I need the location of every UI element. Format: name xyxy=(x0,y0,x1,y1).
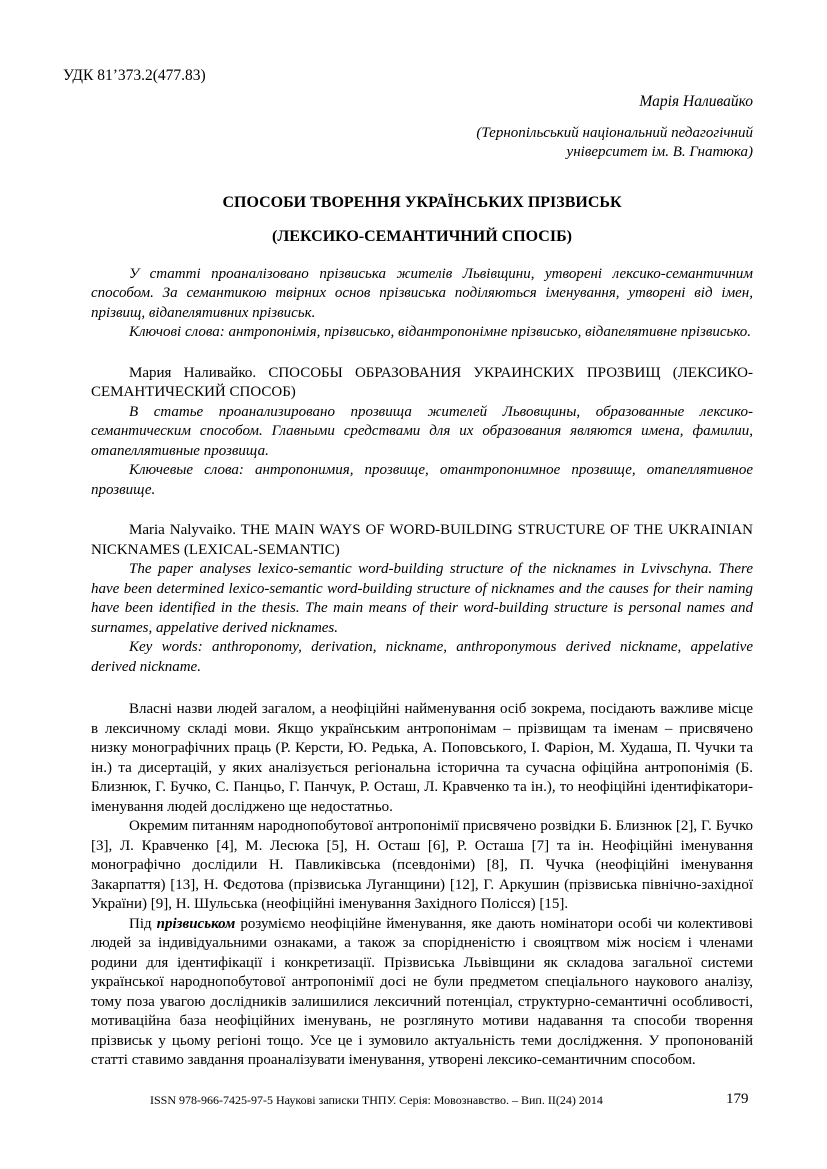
affiliation-line-2: університет ім. В. Гнатюка) xyxy=(566,144,753,160)
abstract-en-text: The paper analyses lexico-semantic word-building structure of the nicknames in Lvivschyna. There have been determined lexico-semantic word-building structure of nicknames and the causes for their naming have been identified in the thesis. The main means of their word-building structure is personal names and surnames, appelative derived nicknames. xyxy=(91,561,753,636)
article-page xyxy=(91,0,753,1071)
abstract-english xyxy=(91,521,753,677)
abstract-uk-text: У статті проаналізовано прізвиська жителів Львівщини, утворені лексико-семантичним способом. За семантикою твірних основ прізвиська поділяються іменування, утворені від імен, прізвищ, відапелятивних прізвиськ. xyxy=(91,265,753,321)
term-nickname: прізвиськом xyxy=(156,915,236,932)
page-footer: ISSN 978-966-7425-97-5 Наукові записки ТНПУ. Серія: Мовознавство. – Вип. ІІ(24) 2014 xyxy=(150,1093,603,1107)
abstract-russian xyxy=(91,364,753,501)
article-title-line-1: СПОСОБИ ТВОРЕННЯ УКРАЇНСЬКИХ ПРІЗВИСЬК xyxy=(222,193,622,211)
article-body xyxy=(91,700,753,1071)
abstract-ru-keywords: Ключевые слова: антропонимия, прозвище, отантропонимное прозвище, отапеллятивное прозвище. xyxy=(91,462,753,498)
abstract-ru-text: В статье проанализировано прозвища жителей Львовщины, образованные лексико-семантическим способом. Главными средствами для их образования являются имена, фамилии, отапеллятивные прозвища. xyxy=(91,403,753,459)
body-paragraph-3 xyxy=(91,915,753,1071)
body-paragraph-1: Власні назви людей загалом, а неофіційні найменування осіб зокрема, посідають важливе місце в лексичному складі мови. Якщо українським антропонімам – прізвищам та іменам – присвячено низку монографічних праць (Р. Керсти, Ю. Редька, А. Поповського, І. Фаріон, М. Худаша, П. Чучки та ін.) та дисертацій, у яких аналізується регіональна історична та сучасна офіційна антропонімія (Б. Близнюк, Г. Бучко, С. Панцьо, Г. Панчук, Р. Осташ, Л. Кравченко та ін.), то неофіційні ідентифікатори-іменування людей досліджено ще недостатньо. xyxy=(91,701,753,815)
abstract-ukrainian xyxy=(91,265,753,343)
author-name: Марія Наливайко xyxy=(639,93,753,110)
article-title-line-2: (ЛЕКСИКО-СЕМАНТИЧНИЙ СПОСІБ) xyxy=(272,227,572,245)
body-paragraph-2: Окремим питанням народнопобутової антропонімії присвячено розвідки Б. Близнюк [2], Г. Бучко [3], Л. Кравченко [4], М. Лесюка [5], Н. Осташ [6], Р. Осташа [7] та ін. Неофіційні іменування монографічно дослідили Н. Павликівська (псевдоніми) [8], П. Чучка (неофіційні іменування Закарпаття) [13], Н. Фєдотова (прізвиська Луганщини) [12], Г. Аркушин (прізвиська північно-західної України) [9], Н. Шульська (неофіційні іменування Західного Полісся) [15]. xyxy=(91,818,753,912)
body-p3-start: Під xyxy=(129,915,157,932)
abstract-ru-heading: Мария Наливайко. СПОСОБЫ ОБРАЗОВАНИЯ УКРАИНСКИХ ПРОЗВИЩ (ЛЕКСИКО-СЕМАНТИЧЕСКИЙ СПОСОБ) xyxy=(91,364,753,400)
page-number: 179 xyxy=(726,1091,749,1107)
abstract-en-heading: Maria Nalyvaiko. THE MAIN WAYS OF WORD-BUILDING STRUCTURE OF THE UKRAINIAN NICKNAMES (LEXICAL-SEMANTIC) xyxy=(91,522,753,558)
author-affiliation xyxy=(91,124,753,163)
affiliation-line-1: (Тернопільський національний педагогічний xyxy=(476,124,753,141)
body-p3-rest: розуміємо неофіційне йменування, яке дають номінатори особі чи колективові людей за індивідуальними ознаками, а також за спорідненістю і свояцтвом між носієм і членами родини для ідентифікації і конкретизації. Прізвиська Львівщини як складова загальної системи української народнопобутової антропонімії досі не були предметом спеціального наукового аналізу, тому поза увагою дослідників залишилися лексичний потенціал, структурно-семантичні особливості, мотиваційна база неофіційних іменувань, не розглянуто мотиви надавання та способи творення прізвиськ у цьому регіоні тощо. Усе це і зумовило актуальність теми дослідження. У пропонованій статті ставимо завдання проаналізувати іменування, утворені лексико-семантичним способом. xyxy=(91,915,753,1068)
abstract-uk-keywords: Ключові слова: антропонімія, прізвисько, відантропонімне прізвисько, відапелятивне прізвисько. xyxy=(129,324,752,340)
udk-code: УДК 81’373.2(477.83) xyxy=(63,67,206,84)
abstract-en-keywords: Key words: anthroponomy, derivation, nickname, anthroponymous derived nickname, appelative derived nickname. xyxy=(91,639,753,675)
